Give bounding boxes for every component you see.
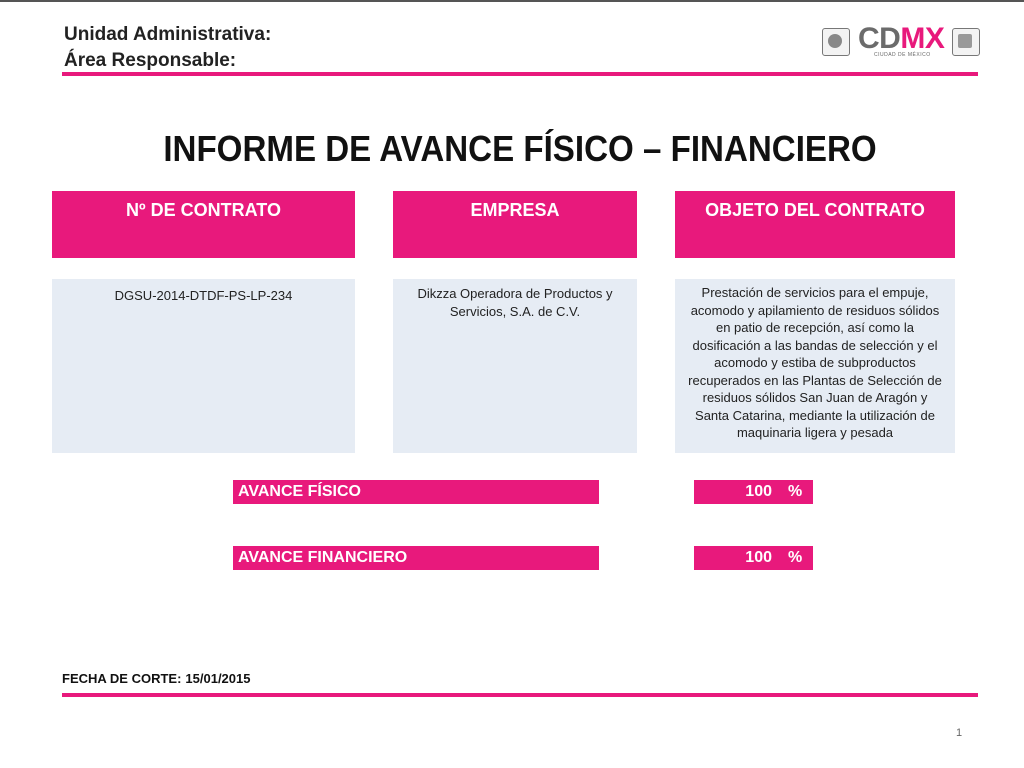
financial-progress-label: AVANCE FINANCIERO <box>233 546 599 570</box>
page-title: INFORME DE AVANCE FÍSICO – FINANCIERO <box>163 128 877 169</box>
cutoff-date-label: FECHA DE CORTE: <box>62 671 182 686</box>
financial-progress-value <box>694 546 813 570</box>
cdmx-wordmark: CDMX <box>858 22 945 55</box>
financial-progress-number: 100 <box>745 549 772 566</box>
cdmx-logo <box>822 24 982 60</box>
header-divider <box>62 72 978 76</box>
government-seal-icon <box>822 28 850 56</box>
contract-number-header: Nº DE CONTRATO <box>52 191 355 258</box>
physical-progress-unit: % <box>788 483 803 500</box>
contract-number-value: DGSU-2014-DTDF-PS-LP-234 <box>52 279 355 453</box>
company-header: EMPRESA <box>393 191 637 258</box>
cdmx-subtitle: CIUDAD DE MÉXICO <box>874 52 931 58</box>
secretariat-seal-icon <box>952 28 980 56</box>
footer-divider <box>62 693 978 697</box>
administrative-unit-label: Unidad Administrativa: <box>64 24 272 45</box>
cutoff-date-value: 15/01/2015 <box>185 671 251 686</box>
physical-progress-label: AVANCE FÍSICO <box>233 480 599 504</box>
financial-progress-unit: % <box>788 549 803 566</box>
page-number: 1 <box>956 727 963 739</box>
physical-progress-value <box>694 480 813 504</box>
contract-object-value: Prestación de servicios para el empuje, acomodo y apilamiento de residuos sólidos en patio de recepción, así como la dosificación a las bandas de selección y el acomodo y estiba de subproductos recuperados en las Plantas de Selección de residuos sólidos San Juan de Aragón y Santa Catarina, mediante la utilización de maquinaria ligera y pesada <box>675 279 955 453</box>
contract-object-header: OBJETO DEL CONTRATO <box>675 191 955 258</box>
responsible-area-label: Área Responsable: <box>64 50 237 71</box>
cutoff-date <box>62 671 250 686</box>
top-border <box>0 0 1024 2</box>
physical-progress-number: 100 <box>745 483 772 500</box>
company-value: Dikzza Operadora de Productos y Servicios, S.A. de C.V. <box>393 279 637 453</box>
